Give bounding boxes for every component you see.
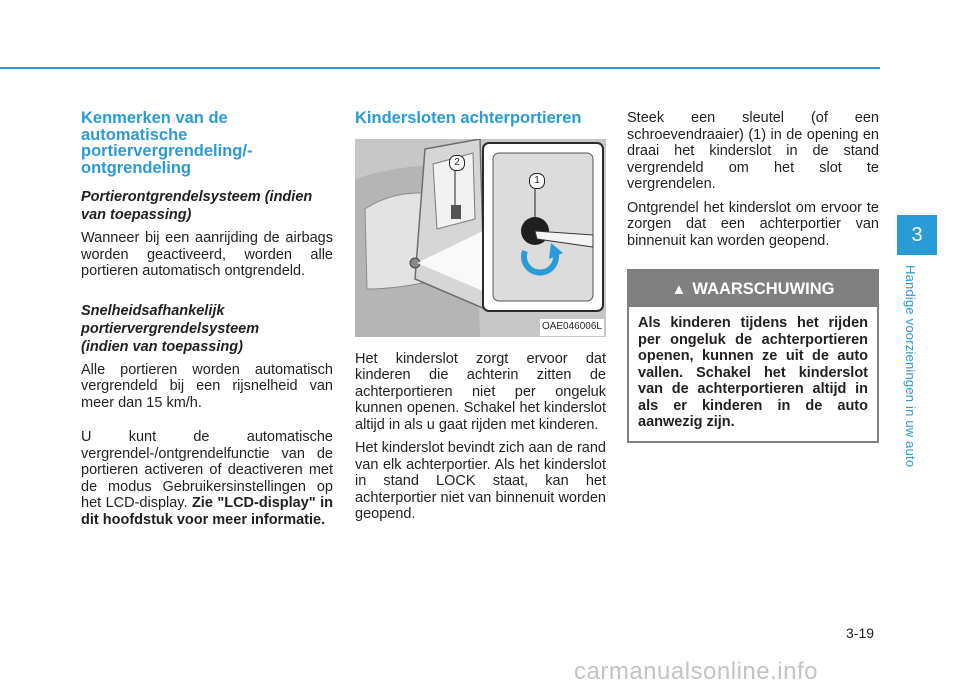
figure-code: OAE046006L — [540, 319, 604, 336]
paragraph-unlock-child-lock: Ontgrendel het kinderslot om ervoor te zorgen dat een achterportier van binnenuit kan worden geopend. — [627, 199, 879, 249]
warning-text: Als kinderen tijdens het rijden per ongeluk de achterportieren openen, kunnen ze uit de auto vallen. Schakel het kinderslot van de achterportieren altijd in als er kinderen in de auto aanwezig zijn. — [638, 315, 868, 430]
page-number: 3-19 — [846, 625, 875, 641]
column-auto-lock — [81, 110, 333, 535]
user-settings-text: U kunt de automatische vergrendel-/ontgrendelfunctie van de portieren activeren of deactiveren met de modus Gebruikersinstellingen op het LCD-display. — [81, 429, 333, 511]
subheading-speed-lock-line2: portiervergrendelsysteem — [81, 320, 260, 337]
warning-header — [629, 271, 877, 307]
warning-triangle-icon: ▲ — [671, 281, 687, 298]
subheading-speed-lock-line3: (indien van toepassing) — [81, 338, 243, 355]
inner-door-handle — [451, 205, 461, 219]
warning-box — [627, 269, 879, 443]
paragraph-speed-lock: Alle portieren worden automatisch vergrendeld bij een rijsnelheid van meer dan 15 km/h. — [81, 361, 333, 411]
callout-1-icon: 1 — [529, 173, 545, 189]
chapter-number-tab: 3 — [897, 215, 937, 255]
column-child-lock — [355, 110, 606, 530]
lcd-display-reference: Zie "LCD-display" in dit hoofdstuk voor meer informatie. — [81, 495, 333, 528]
paragraph-insert-key: Steek een sleutel (of een schroevendraaier) (1) in de opening en draai het kinderslot in de stand vergrendeld om het slot te vergrendelen. — [627, 110, 879, 192]
column-instructions — [627, 110, 879, 443]
chapter-title-vertical: Handige voorzieningen in uw auto — [903, 265, 918, 468]
subheading-unlock-system: Portierontgrendelsysteem (indien van toepassing) — [81, 189, 313, 223]
section-heading-auto-lock: Kenmerken van de automatische portiervergrendeling/- ontgrendeling — [81, 109, 253, 177]
header-rule — [0, 67, 880, 69]
callout-2-icon: 2 — [449, 155, 465, 171]
paragraph-airbag-unlock: Wanneer bij een aanrijding de airbags worden geactiveerd, worden alle portieren automatisch ontgrendeld. — [81, 230, 333, 279]
paragraph-user-settings — [81, 429, 333, 528]
subheading-speed-lock-line1: Snelheidsafhankelijk — [81, 302, 225, 319]
section-heading-child-lock: Kindersloten achterportieren — [355, 109, 582, 127]
watermark: carmanualsonline.info — [574, 658, 818, 685]
subheading-speed-lock — [81, 302, 333, 356]
warning-title: WAARSCHUWING — [692, 280, 835, 298]
child-lock-illustration — [355, 139, 606, 337]
paragraph-child-lock-location: Het kinderslot bevindt zich aan de rand van elk achterportier. Als het kinderslot in stand LOCK staat, kan het achterportier niet van binnenuit worden geopend. — [355, 440, 606, 522]
door-illustration-svg — [355, 139, 606, 337]
paragraph-child-lock-purpose: Het kinderslot zorgt ervoor dat kinderen die achterin zitten de achterportieren niet per ongeluk kunnen openen. Schakel het kinderslot altijd in als u gaat rijden met kinderen. — [355, 350, 606, 433]
